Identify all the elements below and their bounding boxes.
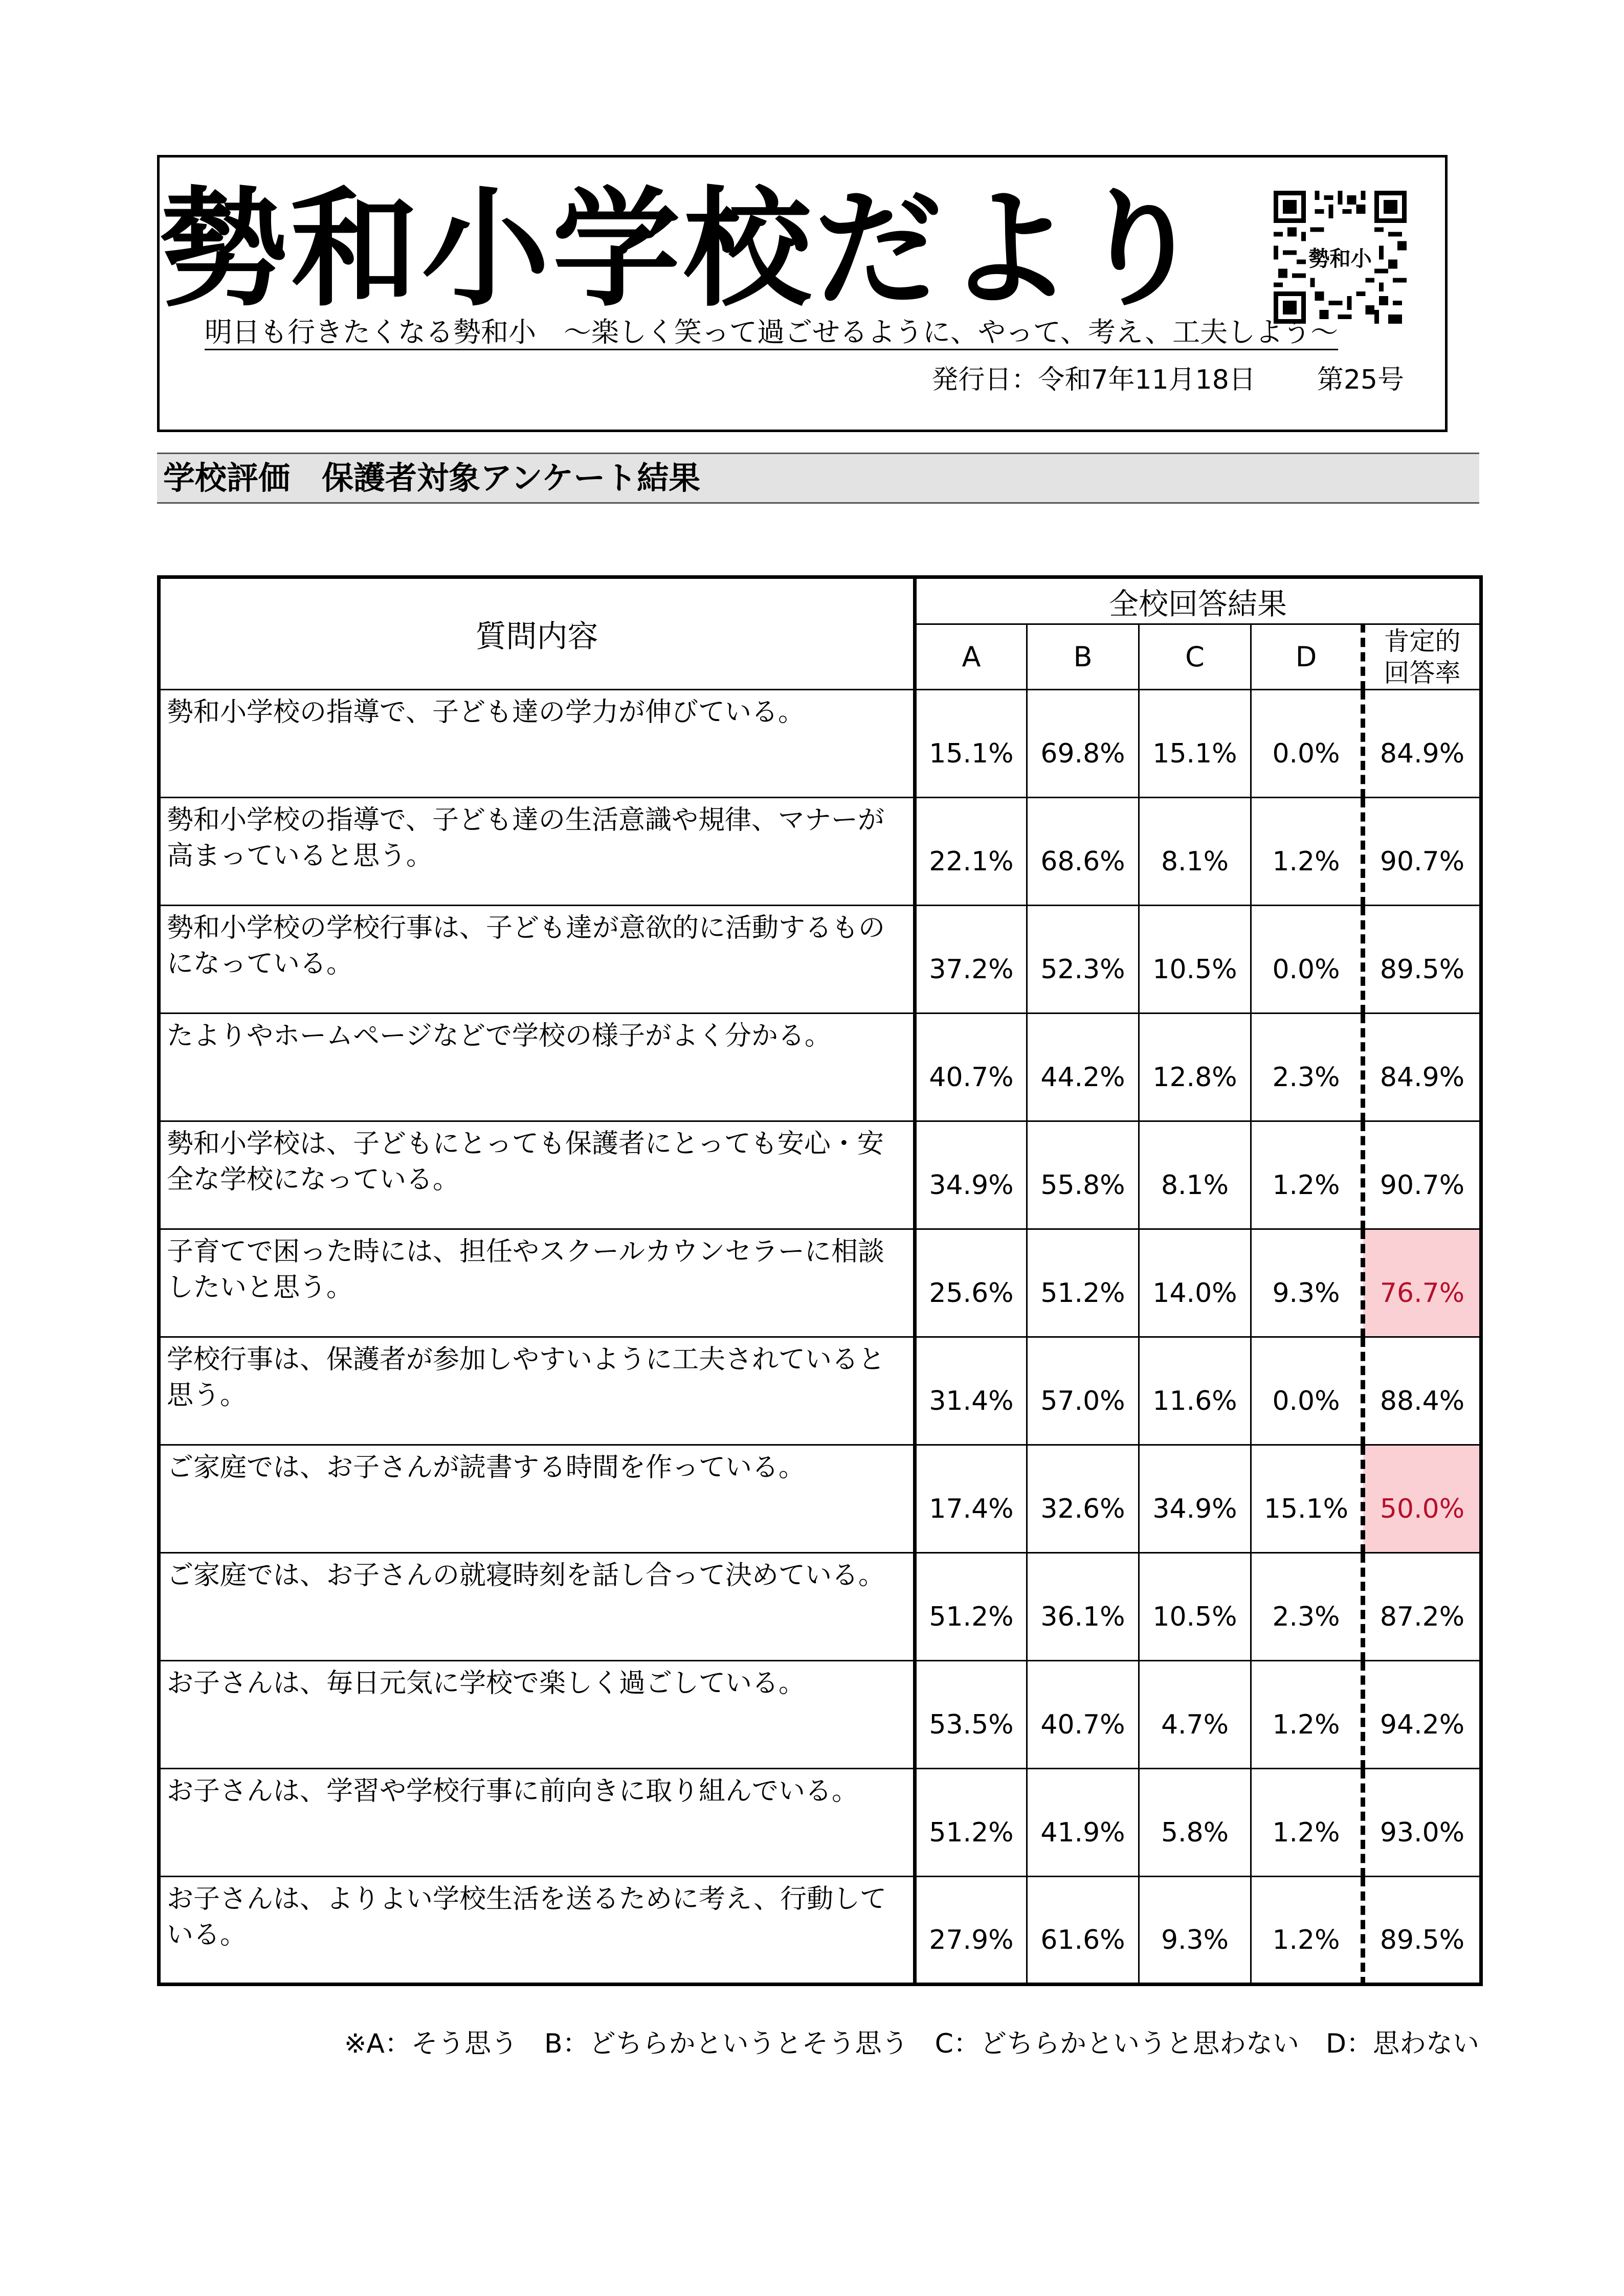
- table-row: [159, 690, 1481, 798]
- question-text: 勢和小学校の指導で、子ども達の生活意識や規律、マナーが高まっていると思う。: [159, 798, 915, 906]
- value-b: 57.0%: [1027, 1337, 1139, 1445]
- positive-rate: 89.5%: [1363, 1877, 1481, 1985]
- table-row: [159, 1553, 1481, 1661]
- question-header: 質問内容: [159, 577, 915, 690]
- value-a: 27.9%: [915, 1877, 1027, 1985]
- question-text: お子さんは、よりよい学校生活を送るために考え、行動している。: [159, 1877, 915, 1985]
- positive-rate: 88.4%: [1363, 1337, 1481, 1445]
- value-b: 36.1%: [1027, 1553, 1139, 1661]
- column-header-a: A: [915, 624, 1027, 690]
- positive-rate-header-text: 肯定的 回答率: [1384, 626, 1461, 688]
- value-d: 1.2%: [1251, 1121, 1363, 1229]
- qr-code: [1274, 191, 1407, 324]
- table-row: [159, 1445, 1481, 1553]
- value-d: 1.2%: [1251, 1769, 1363, 1877]
- value-d: 0.0%: [1251, 906, 1363, 1014]
- question-text: ご家庭では、お子さんの就寝時刻を話し合って決めている。: [159, 1553, 915, 1661]
- table-row: [159, 1877, 1481, 1985]
- value-c: 34.9%: [1139, 1445, 1251, 1553]
- value-b: 55.8%: [1027, 1121, 1139, 1229]
- positive-rate: 93.0%: [1363, 1769, 1481, 1877]
- value-d: 1.2%: [1251, 798, 1363, 906]
- question-text: たよりやホームページなどで学校の様子がよく分かる。: [159, 1014, 915, 1121]
- value-c: 15.1%: [1139, 690, 1251, 798]
- value-c: 5.8%: [1139, 1769, 1251, 1877]
- positive-rate: 50.0%: [1363, 1445, 1481, 1553]
- value-a: 53.5%: [915, 1661, 1027, 1769]
- issue-number: 第25号: [1317, 365, 1404, 395]
- value-c: 8.1%: [1139, 1121, 1251, 1229]
- value-c: 8.1%: [1139, 798, 1251, 906]
- table-body: [159, 690, 1481, 1985]
- value-c: 10.5%: [1139, 1553, 1251, 1661]
- answer-key-footnote: ※A：そう思う B：どちらかというとそう思う C：どちらかというと思わない D：思わない: [344, 2029, 1479, 2059]
- table-row: [159, 1337, 1481, 1445]
- qr-label: 勢和小: [1308, 246, 1372, 272]
- section-heading: 学校評価 保護者対象アンケート結果: [157, 453, 1479, 504]
- value-d: 15.1%: [1251, 1445, 1363, 1553]
- value-b: 51.2%: [1027, 1229, 1139, 1337]
- value-a: 31.4%: [915, 1337, 1027, 1445]
- issue-info: [931, 362, 1404, 398]
- positive-rate: 84.9%: [1363, 690, 1481, 798]
- issue-date: 発行日：令和7年11月18日: [931, 365, 1256, 395]
- value-c: 12.8%: [1139, 1014, 1251, 1121]
- value-d: 0.0%: [1251, 1337, 1363, 1445]
- value-a: 51.2%: [915, 1553, 1027, 1661]
- question-text: 勢和小学校の学校行事は、子ども達が意欲的に活動するものになっている。: [159, 906, 915, 1014]
- positive-rate: 90.7%: [1363, 798, 1481, 906]
- value-a: 37.2%: [915, 906, 1027, 1014]
- question-text: 子育てで困った時には、担任やスクールカウンセラーに相談したいと思う。: [159, 1229, 915, 1337]
- column-header-b: B: [1027, 624, 1139, 690]
- value-b: 40.7%: [1027, 1661, 1139, 1769]
- value-b: 61.6%: [1027, 1877, 1139, 1985]
- value-a: 15.1%: [915, 690, 1027, 798]
- value-d: 2.3%: [1251, 1014, 1363, 1121]
- value-a: 51.2%: [915, 1769, 1027, 1877]
- value-b: 69.8%: [1027, 690, 1139, 798]
- newsletter-title: 勢和小学校だより: [160, 175, 1207, 324]
- school-motto: 明日も行きたくなる勢和小 ～楽しく笑って過ごせるように、やって、考え、工夫しよう～: [205, 316, 1339, 348]
- value-a: 22.1%: [915, 798, 1027, 906]
- value-c: 11.6%: [1139, 1337, 1251, 1445]
- value-d: 9.3%: [1251, 1229, 1363, 1337]
- table-row: [159, 906, 1481, 1014]
- positive-rate: 76.7%: [1363, 1229, 1481, 1337]
- value-b: 68.6%: [1027, 798, 1139, 906]
- column-header-d: D: [1251, 624, 1363, 690]
- value-b: 32.6%: [1027, 1445, 1139, 1553]
- positive-rate: 87.2%: [1363, 1553, 1481, 1661]
- positive-rate-header: [1363, 624, 1481, 690]
- value-c: 14.0%: [1139, 1229, 1251, 1337]
- table-row: [159, 1769, 1481, 1877]
- positive-rate: 90.7%: [1363, 1121, 1481, 1229]
- table-row: [159, 798, 1481, 906]
- masthead: [157, 155, 1448, 432]
- value-b: 44.2%: [1027, 1014, 1139, 1121]
- value-c: 9.3%: [1139, 1877, 1251, 1985]
- value-b: 41.9%: [1027, 1769, 1139, 1877]
- value-d: 1.2%: [1251, 1661, 1363, 1769]
- survey-results-table: [157, 575, 1483, 1986]
- value-c: 10.5%: [1139, 906, 1251, 1014]
- question-text: 学校行事は、保護者が参加しやすいように工夫されていると思う。: [159, 1337, 915, 1445]
- positive-rate: 89.5%: [1363, 906, 1481, 1014]
- value-b: 52.3%: [1027, 906, 1139, 1014]
- column-header-c: C: [1139, 624, 1251, 690]
- value-c: 4.7%: [1139, 1661, 1251, 1769]
- value-d: 1.2%: [1251, 1877, 1363, 1985]
- value-d: 0.0%: [1251, 690, 1363, 798]
- question-text: お子さんは、毎日元気に学校で楽しく過ごしている。: [159, 1661, 915, 1769]
- table-row: [159, 1229, 1481, 1337]
- question-text: 勢和小学校は、子どもにとっても保護者にとっても安心・安全な学校になっている。: [159, 1121, 915, 1229]
- results-group-header: 全校回答結果: [915, 577, 1481, 624]
- question-text: お子さんは、学習や学校行事に前向きに取り組んでいる。: [159, 1769, 915, 1877]
- value-a: 17.4%: [915, 1445, 1027, 1553]
- table-row: [159, 1121, 1481, 1229]
- value-a: 34.9%: [915, 1121, 1027, 1229]
- table-row: [159, 1661, 1481, 1769]
- positive-rate: 84.9%: [1363, 1014, 1481, 1121]
- positive-rate: 94.2%: [1363, 1661, 1481, 1769]
- table-row: [159, 1014, 1481, 1121]
- value-d: 2.3%: [1251, 1553, 1363, 1661]
- value-a: 40.7%: [915, 1014, 1027, 1121]
- question-text: 勢和小学校の指導で、子ども達の学力が伸びている。: [159, 690, 915, 798]
- question-text: ご家庭では、お子さんが読書する時間を作っている。: [159, 1445, 915, 1553]
- value-a: 25.6%: [915, 1229, 1027, 1337]
